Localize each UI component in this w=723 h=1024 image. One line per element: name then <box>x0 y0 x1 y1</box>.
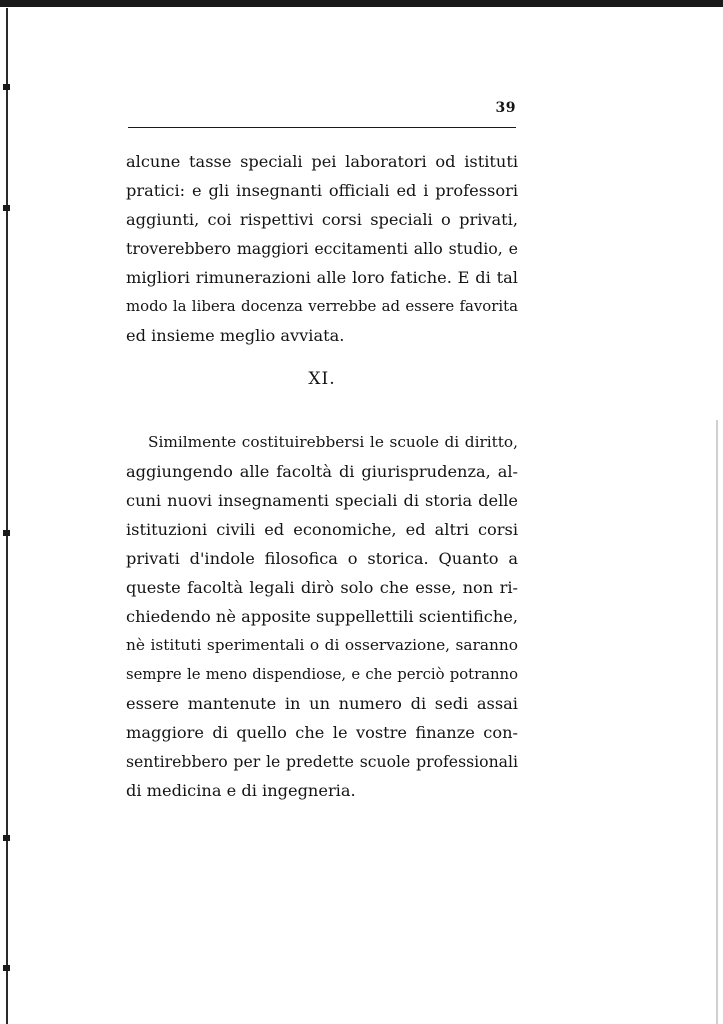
text-line: istituzioni civili ed economiche, ed altri corsi <box>126 520 518 539</box>
header-rule <box>128 127 516 128</box>
paragraph-section-xi <box>126 428 518 805</box>
text-line: di medicina e di ingegneria. <box>126 781 356 800</box>
text-line: troverebbero maggiori eccitamenti allo studio, e <box>126 239 518 258</box>
text-line: cuni nuovi insegnamenti speciali di storia delle <box>126 491 518 510</box>
text-line: Similmente costituirebbersi le scuole di diritto, <box>148 433 518 451</box>
binding-mark <box>3 84 10 90</box>
scan-binding-edge <box>6 8 8 1024</box>
text-line: privati d'indole filosofica o storica. Quanto a <box>126 549 518 568</box>
text-line: alcune tasse speciali pei laboratori od istituti <box>126 152 518 171</box>
binding-mark <box>3 205 10 211</box>
page-number: 39 <box>495 100 516 116</box>
text-line: aggiunti, coi rispettivi corsi speciali o privati, <box>126 210 518 229</box>
text-line: queste facoltà legali dirò solo che esse, non ri- <box>126 578 518 597</box>
text-line: modo la libera docenza verrebbe ad essere favorita <box>126 297 518 315</box>
section-heading: XI. <box>308 369 336 389</box>
paragraph-continued <box>126 147 518 350</box>
text-line: pratici: e gli insegnanti officiali ed i professori <box>126 181 518 200</box>
binding-mark <box>3 530 10 536</box>
binding-mark <box>3 835 10 841</box>
binding-mark <box>3 965 10 971</box>
text-line: chiedendo nè apposite suppellettili scientifiche, <box>126 607 518 626</box>
text-line: aggiungendo alle facoltà di giurisprudenza, al- <box>126 462 518 481</box>
text-line: essere mantenute in un numero di sedi assai <box>126 694 518 713</box>
text-line: sempre le meno dispendiose, e che perciò potranno <box>126 666 518 683</box>
text-line: ed insieme meglio avviata. <box>126 326 345 345</box>
text-line: sentirebbero per le predette scuole professionali <box>126 752 518 771</box>
scan-right-edge <box>716 420 718 1024</box>
text-line: maggiore di quello che le vostre finanze con- <box>126 723 518 742</box>
text-line: nè istituti sperimentali o di osservazione, saranno <box>126 636 518 654</box>
text-line: migliori rimunerazioni alle loro fatiche. E di tal <box>126 268 518 287</box>
scan-top-edge <box>0 0 723 7</box>
